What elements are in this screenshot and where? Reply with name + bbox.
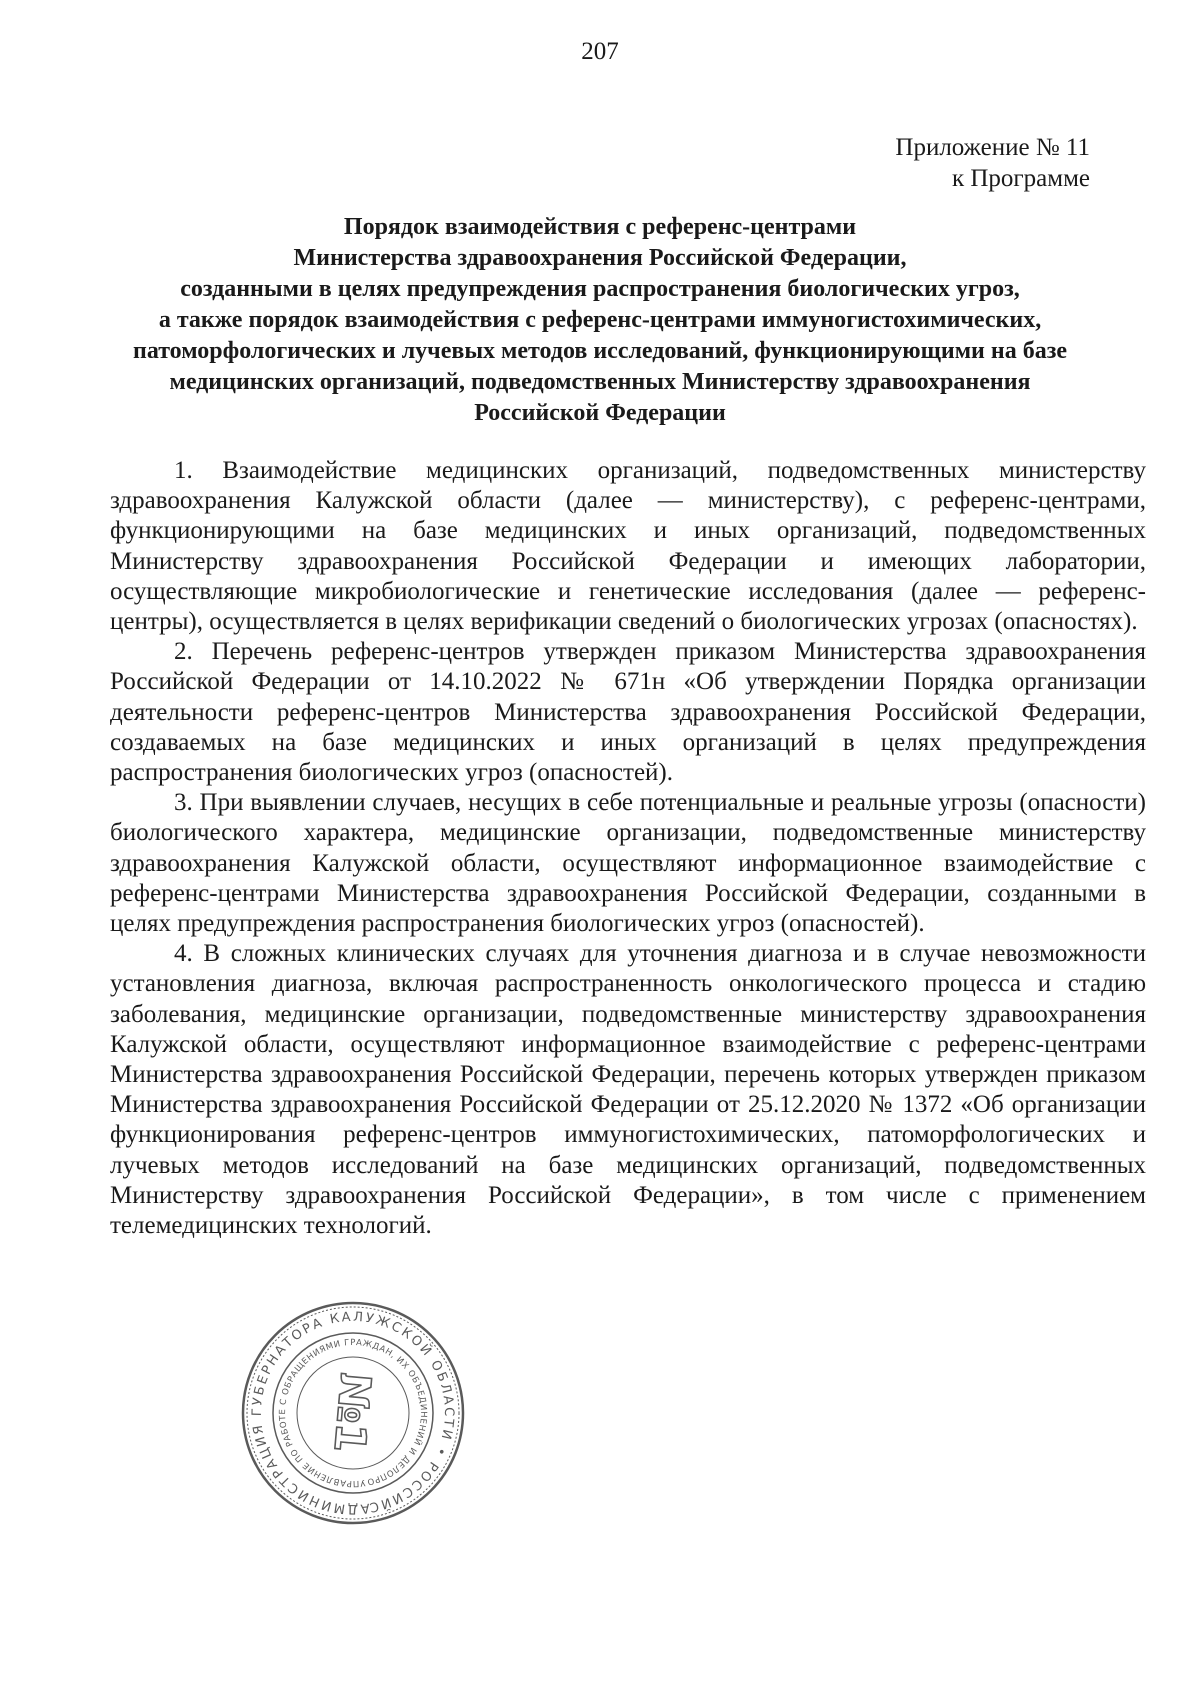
paragraph-4: 4. В сложных клинических случаях для уточнения диагноза и в случае невозможности установления диагноза, включая распространенность онкологического процесса и стадию заболевания, медицинские организации, подведомственные министерству здравоохранения Калужской области, осуществляют информационное взаимодействие с референс-центрами Министерства здравоохранения Российской Федерации, перечень которых утвержден приказом Министерства здравоохранения Российской Федерации от 25.12.2020 № 1372 «Об организации функционирования референс-центров иммуногистохимических, патоморфологических и лучевых методов исследований на базе медицинских организаций, подведомственных Министерству здравоохранения Российской Федерации», в том числе с применением телемедицинских технологий. bbox=[110, 940, 1146, 1240]
paragraph-2: 2. Перечень референс-центров утвержден приказом Министерства здравоохранения Российской Федерации от 14.10.2022 № 671н «Об утверждении Порядка организации деятельности референс-центров Министерства здравоохранения Российской Федерации, создаваемых на базе медицинских и иных организаций в целях предупреждения распространения биологических угроз (опасностей). bbox=[110, 638, 1146, 787]
official-seal bbox=[240, 1300, 466, 1526]
document-title bbox=[100, 212, 1100, 429]
seal-outer-text: АДМИНИСТРАЦИЯ ГУБЕРНАТОРА КАЛУЖСКОЙ ОБЛАСТИ • РОССИЙСКАЯ bbox=[249, 1309, 457, 1517]
title-line: медицинских организаций, подведомственных Министерству здравоохранения bbox=[169, 369, 1031, 395]
title-line: а также порядок взаимодействия с референс-центрами иммуногистохимических, bbox=[158, 307, 1042, 333]
document-body bbox=[110, 456, 1146, 1241]
title-line: Порядок взаимодействия с референс-центрами bbox=[343, 214, 857, 240]
title-line: созданными в целях предупреждения распространения биологических угроз, bbox=[180, 276, 1020, 302]
paragraph-3: 3. При выявлении случаев, несущих в себе потенциальные и реальные угрозы (опасности) биологического характера, медицинские организации, подведомственные министерству здравоохранения Калужской области, осуществляют информационное взаимодействие с референс-центрами Министерства здравоохранения Российской Федерации, созданными в целях предупреждения распространения биологических угроз (опасностей). bbox=[110, 789, 1146, 938]
page-number: 207 bbox=[581, 38, 619, 65]
title-line: Российской Федерации bbox=[474, 400, 726, 426]
title-line: Министерства здравоохранения Российской Федерации, bbox=[293, 245, 907, 271]
seal-graphic bbox=[240, 1300, 466, 1526]
paragraph-1: 1. Взаимодействие медицинских организаций, подведомственных министерству здравоохранения Калужской области (далее — министерству), с референс-центрами, функционирующими на базе медицинских и иных организаций, подведомственных Министерству здравоохранения Российской Федерации и имеющих лаборатории, осуществляющие микробиологические и генетические исследования (далее — референс-центры), осуществляется в целях верификации сведений о биологических угрозах (опасностях). bbox=[110, 457, 1146, 636]
title-line: патоморфологических и лучевых методов исследований, функционирующими на базе bbox=[133, 338, 1067, 364]
appendix-line-1: Приложение № 11 bbox=[895, 134, 1090, 161]
appendix-reference bbox=[895, 132, 1090, 194]
appendix-line-2: к Программе bbox=[951, 165, 1090, 192]
seal-center-text: №1 bbox=[324, 1371, 381, 1455]
seal-inner-text: УПРАВЛЕНИЕ ПО РАБОТЕ С ОБРАЩЕНИЯМИ ГРАЖДАН, ИХ ОБЪЕДИНЕНИЙ И ДЕЛОПРОИЗВОДСТВА bbox=[277, 1337, 429, 1489]
